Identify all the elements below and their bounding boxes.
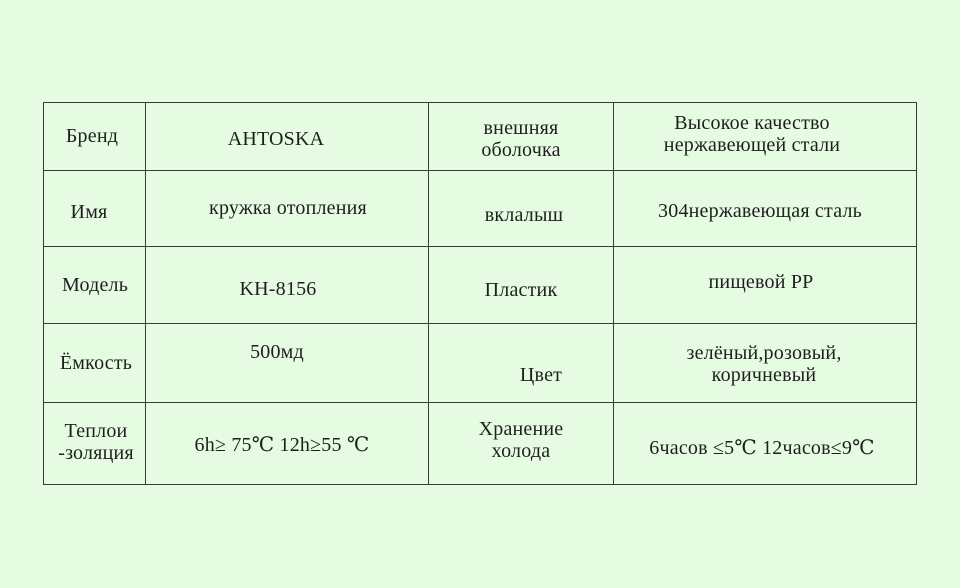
outer-shell-label <box>481 117 560 161</box>
plastic-value: пищевой PP <box>708 271 814 293</box>
plastic-label: Пластик <box>484 279 558 301</box>
row-divider-2 <box>43 246 917 247</box>
row-divider-1 <box>43 170 917 171</box>
cold-storage-label-line-1: Хранение <box>478 418 564 440</box>
capacity-value: 500мд <box>250 341 304 363</box>
capacity-label: Ёмкость <box>59 352 133 374</box>
insulation-value: 6h≥ 75℃ 12h≥55 ℃ <box>194 434 370 456</box>
brand-label: Бренд <box>65 125 119 147</box>
table-left-border <box>43 102 44 485</box>
color-label: Цвет <box>519 364 563 386</box>
brand-value: AHTOSKA <box>227 128 325 150</box>
outer-shell-label-line-1: внешняя <box>483 117 559 139</box>
cold-storage-label-line-2: холода <box>491 440 551 462</box>
column-divider-1 <box>145 102 146 485</box>
insulation-label <box>58 420 134 464</box>
model-label: Модель <box>61 274 129 296</box>
color-value <box>686 342 841 386</box>
outer-shell-value-line-2: нержавеющей стали <box>663 134 841 156</box>
column-divider-3 <box>613 102 614 485</box>
outer-shell-label-line-2: оболочка <box>481 139 561 161</box>
cold-storage-label <box>479 418 564 462</box>
table-bottom-border <box>43 484 917 485</box>
insert-label: вклалыш <box>484 204 564 226</box>
color-value-line-1: зелёный,розовый, <box>686 342 842 364</box>
outer-shell-value-line-1: Высокое качество <box>674 112 830 134</box>
insulation-label-line-1: Теплои <box>64 420 128 442</box>
row-divider-4 <box>43 402 917 403</box>
cold-storage-value: 6часов ≤5℃ 12часов≤9℃ <box>649 437 875 459</box>
outer-shell-value <box>664 112 840 156</box>
model-value: KH-8156 <box>239 278 317 300</box>
name-value: кружка отопления <box>209 197 367 219</box>
color-value-line-2: коричневый <box>711 364 817 386</box>
name-label: Имя <box>70 201 108 223</box>
insulation-label-line-2: -золяция <box>58 442 134 464</box>
insert-value: 304нержавеющая сталь <box>658 200 862 222</box>
column-divider-2 <box>428 102 429 485</box>
row-divider-3 <box>43 323 917 324</box>
table-right-border <box>916 102 917 485</box>
table-top-border <box>43 102 917 103</box>
